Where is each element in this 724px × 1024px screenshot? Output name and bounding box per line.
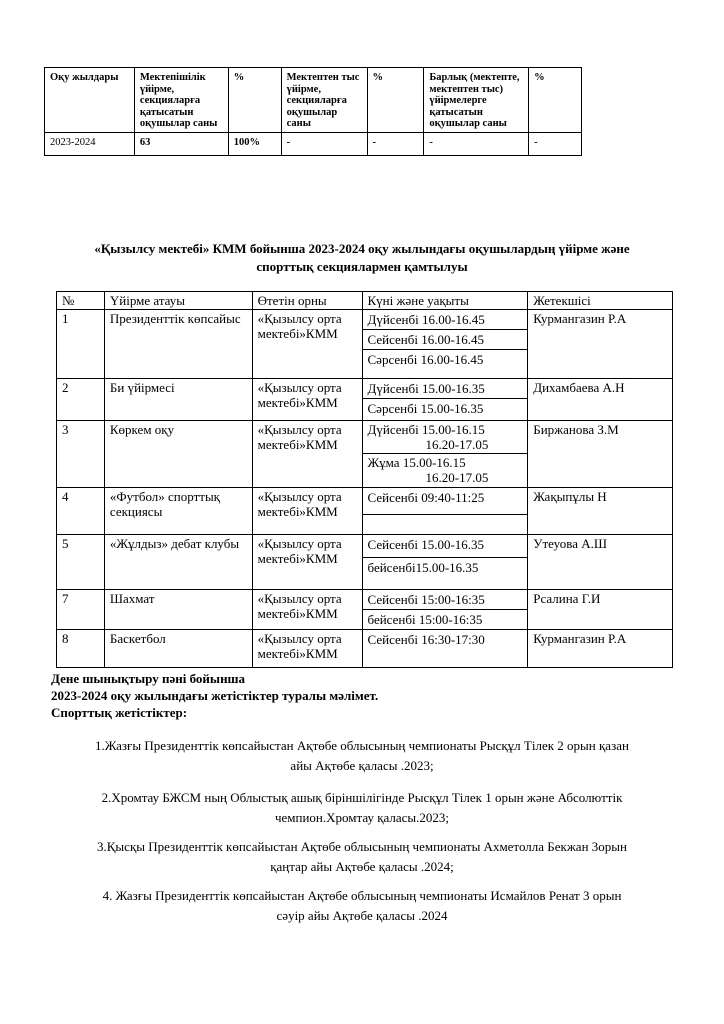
header-cell: Өтетін орны (252, 292, 362, 310)
row-number: 7 (57, 590, 105, 630)
header-cell: Барлық (мектепте, мектептен тыс) үйірмелерге қатысатын оқушылар саны (424, 68, 529, 133)
club-place: «Қызылсу орта мектебі»КММ (252, 488, 362, 535)
achievement-text: чемпион.Хромтау қаласы.2023; (274, 810, 450, 825)
schedule-slot: Сәрсенбі 16.00-16.45 (367, 352, 484, 367)
value-cell: 100% (228, 132, 281, 155)
club-name: Шахмат (104, 590, 252, 630)
club-place: «Қызылсу орта мектебі»КММ (252, 535, 362, 590)
value-cell: - (281, 132, 367, 155)
row-number: 1 (57, 310, 105, 379)
club-leader: Утеуова А.Ш (528, 535, 673, 590)
achievement-text: айы Ақтөбе қаласы .2023; (290, 758, 434, 773)
achievement-text: қаңтар айы Ақтөбе қаласы .2024; (270, 859, 454, 874)
club-place: «Қызылсу орта мектебі»КММ (252, 310, 362, 379)
achievement-item (50, 736, 674, 776)
achievement-text: 2.Хромтау БЖСМ ның Облыстық ашық біріншілігінде Рысқұл Тілек 1 орын және Абсолюттік (101, 790, 623, 805)
table-header-row (57, 292, 673, 310)
header-cell: Күні және уақыты (362, 292, 528, 310)
participation-summary-table (44, 67, 582, 156)
achievements-header (51, 670, 378, 721)
club-leader: Биржанова З.М (528, 421, 673, 488)
header-cell: Үйірме атауы (104, 292, 252, 310)
schedule-slot: Дүйсенбі 15.00-16.35 (363, 379, 528, 399)
achievement-text: 1.Жазғы Президенттік көпсайыстан Ақтөбе облысының чемпионаты Рысқұл Тілек 2 орын қазан (95, 738, 629, 753)
schedule-slot: бейсенбі 15:00-16:35 (367, 612, 483, 627)
table-row (57, 590, 673, 630)
table-row (57, 310, 673, 379)
club-name: Баскетбол (104, 630, 252, 668)
club-leader: Рсалина Г.И (528, 590, 673, 630)
table-row (57, 488, 673, 535)
schedule-cell (362, 488, 528, 535)
schedule-cell (362, 535, 528, 590)
title-line: спорттық секциялармен қамтылуы (256, 259, 468, 274)
header-cell: % (367, 68, 424, 133)
schedule-slot: Сейсенбі 09:40-11:25 (363, 488, 528, 515)
table-row (57, 421, 673, 488)
table-row (57, 535, 673, 590)
table-header-row (45, 68, 582, 133)
subject-line: Дене шынықтыру пәні бойынша (51, 671, 246, 686)
club-name: Президенттік көпсайыс (104, 310, 252, 379)
schedule-time: Дүйсенбі 15.00-16.15 (367, 422, 485, 437)
schedule-time: Жұма 15.00-16.15 (367, 455, 466, 470)
schedule-slot (363, 515, 528, 534)
header-cell: Мектептен тыс үйірме, секцияларға оқушылар саны (281, 68, 367, 133)
value-cell: - (529, 132, 582, 155)
header-cell: % (529, 68, 582, 133)
club-leader: Курмангазин Р.А (528, 310, 673, 379)
year-cell: 2023-2024 (45, 132, 135, 155)
achievement-item (50, 886, 674, 926)
title-line: «Қызылсу мектебі» КММ бойынша 2023-2024 оқу жылындағы оқушылардың үйірме және (94, 241, 630, 256)
row-number: 2 (57, 379, 105, 421)
table-row (45, 132, 582, 155)
row-number: 5 (57, 535, 105, 590)
schedule-time: 16.20-17.05 (425, 437, 489, 452)
achievement-text: 4. Жазғы Президенттік көпсайыстан Ақтөбе облысының чемпионаты Исмайлов Ренат 3 орын (102, 888, 622, 903)
schedule-slot (363, 454, 528, 486)
schedule-slot: Дүйсенбі 16.00-16.45 (363, 310, 528, 330)
value-cell: 63 (134, 132, 228, 155)
club-leader: Курмангазин Р.А (528, 630, 673, 668)
table-row (57, 630, 673, 668)
header-cell: Жетекшісі (528, 292, 673, 310)
row-number: 8 (57, 630, 105, 668)
schedule-time: 16.20-17.05 (425, 470, 489, 485)
club-leader: Жақыпұлы Н (528, 488, 673, 535)
schedule-cell (362, 590, 528, 630)
schedule-cell (362, 310, 528, 379)
achievement-text: 3.Қысқы Президенттік көпсайыстан Ақтөбе облысының чемпионаты Ахметолла Бекжан 3орын (97, 839, 627, 854)
achievement-item (50, 837, 674, 877)
clubs-schedule-table (56, 291, 673, 668)
club-leader: Дихамбаева А.Н (528, 379, 673, 421)
schedule-slot: Сейсенбі 16:30-17:30 (367, 632, 485, 647)
club-name: «Футбол» спорттық секциясы (104, 488, 252, 535)
achievement-text: сәуір айы Ақтөбе қаласы .2024 (276, 908, 448, 923)
club-place: «Қызылсу орта мектебі»КММ (252, 630, 362, 668)
value-cell: - (367, 132, 424, 155)
schedule-slot: Сейсенбі 15.00-16.35 (363, 535, 528, 558)
club-name: Көркем оқу (104, 421, 252, 488)
sports-achievements-line: Спорттық жетістіктер: (51, 705, 188, 720)
schedule-slot: бейсенбі15.00-16.35 (367, 560, 479, 575)
header-cell: % (228, 68, 281, 133)
row-number: 4 (57, 488, 105, 535)
table-row (57, 379, 673, 421)
schedule-slot (363, 421, 528, 454)
club-place: «Қызылсу орта мектебі»КММ (252, 421, 362, 488)
schedule-cell (362, 630, 528, 668)
header-cell: Мектепішілік үйірме, секцияларға қатысатын оқушылар саны (134, 68, 228, 133)
achievement-item (50, 788, 674, 828)
schedule-slot: Сейсенбі 16.00-16.45 (363, 330, 528, 350)
header-cell: № (57, 292, 105, 310)
club-place: «Қызылсу орта мектебі»КММ (252, 379, 362, 421)
section-title (40, 240, 684, 276)
schedule-cell (362, 379, 528, 421)
club-name: «Жұлдыз» дебат клубы (104, 535, 252, 590)
schedule-slot: Сәрсенбі 15.00-16.35 (367, 401, 484, 416)
value-cell: - (424, 132, 529, 155)
header-cell: Оқу жылдары (45, 68, 135, 133)
club-name: Би үйірмесі (104, 379, 252, 421)
club-place: «Қызылсу орта мектебі»КММ (252, 590, 362, 630)
schedule-cell (362, 421, 528, 488)
report-line: 2023-2024 оқу жылындағы жетістіктер туралы мәлімет. (51, 688, 379, 703)
row-number: 3 (57, 421, 105, 488)
schedule-slot: Сейсенбі 15:00-16:35 (363, 590, 528, 610)
